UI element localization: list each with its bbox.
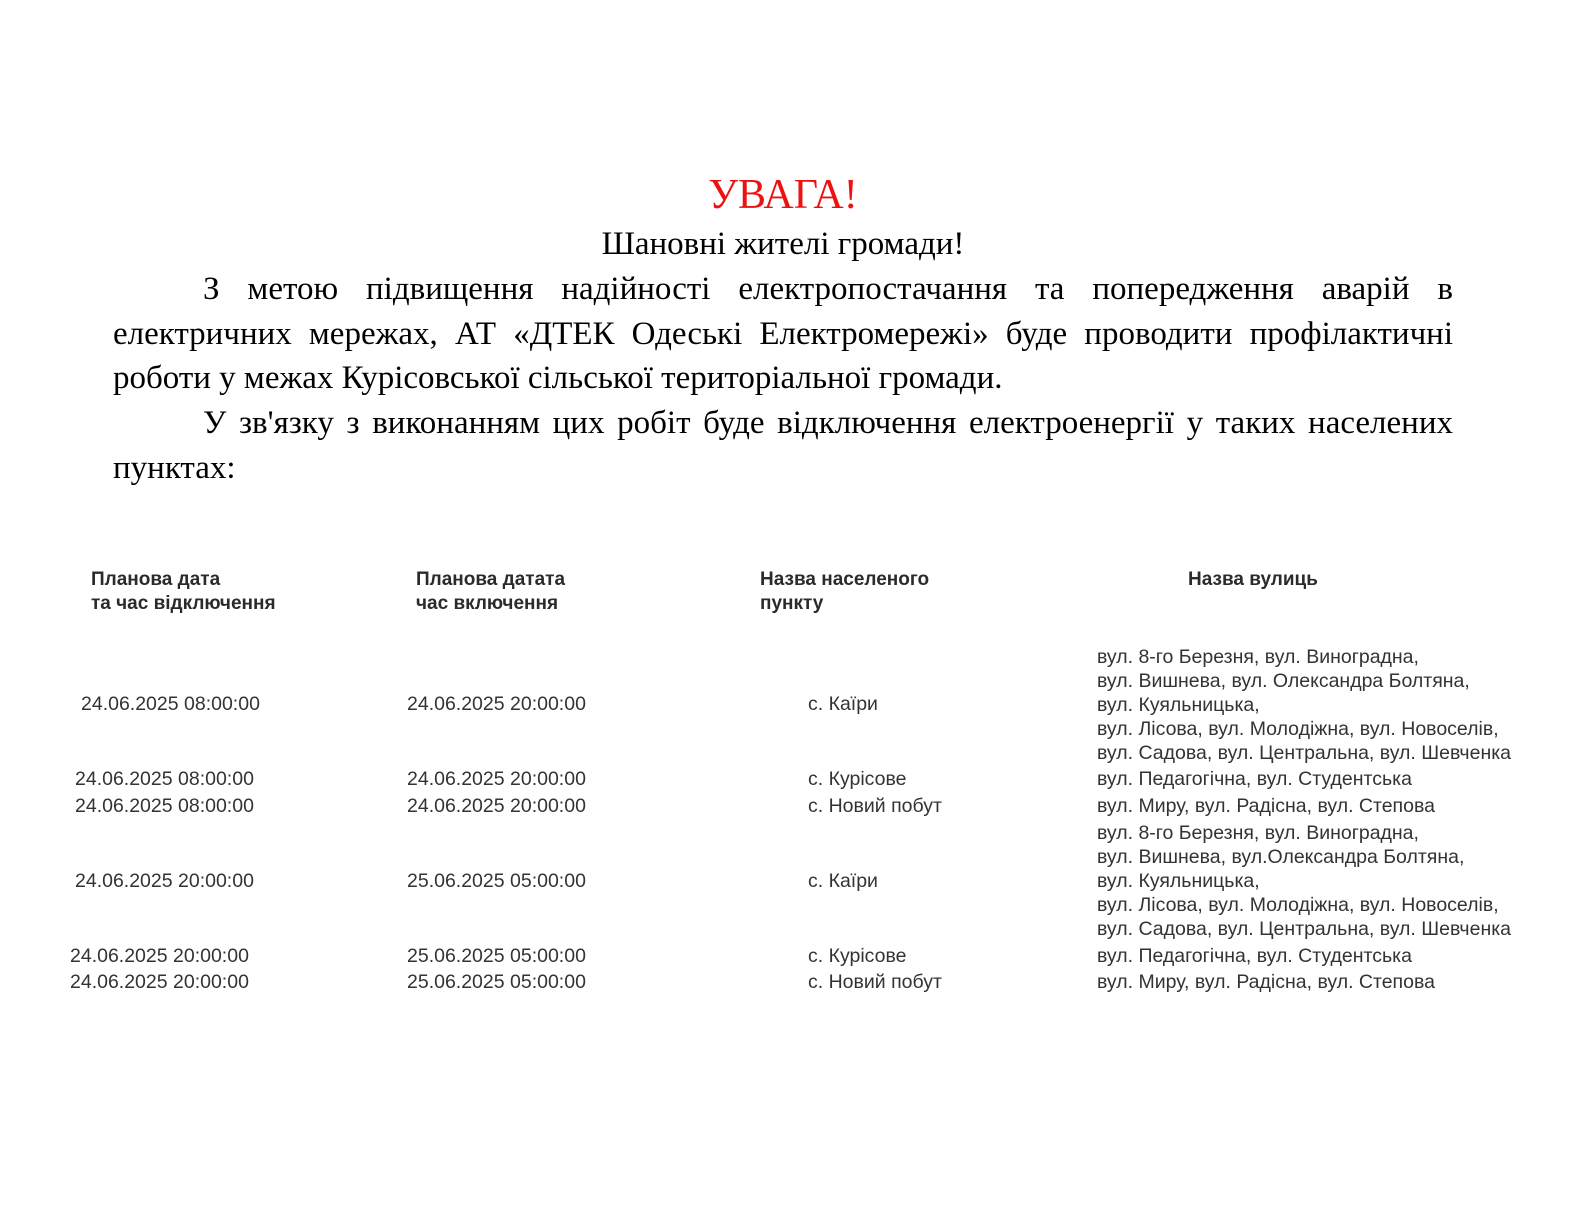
- greeting: Шановні жителі громади!: [601, 226, 965, 262]
- header-on-time: Планова датата час включення: [416, 569, 566, 614]
- settlement-cell: с. Курісове: [808, 768, 907, 790]
- street-line: вул. Лісова, вул. Молодіжна, вул. Новоселів,: [1097, 718, 1499, 740]
- notice-title: УВАГА!: [708, 172, 858, 218]
- on-time-cell: 25.06.2025 05:00:00: [407, 945, 586, 967]
- streets-cell: [1097, 970, 1435, 994]
- on-time-cell: 24.06.2025 20:00:00: [407, 693, 586, 715]
- street-line: вул. Педагогічна, вул. Студентська: [1097, 768, 1412, 790]
- street-line: вул. 8-го Березня, вул. Виноградна,: [1097, 822, 1419, 844]
- streets-cell: [1097, 767, 1412, 791]
- streets-cell: [1097, 944, 1412, 968]
- streets-cell: [1097, 821, 1511, 941]
- on-time-cell: 25.06.2025 05:00:00: [407, 971, 586, 993]
- off-time-cell: 24.06.2025 20:00:00: [70, 945, 249, 967]
- street-line: вул. Вишнева, вул.Олександра Болтяна,: [1097, 846, 1465, 868]
- street-line: вул. Вишнева, вул. Олександра Болтяна,: [1097, 670, 1470, 692]
- intro-paragraph: З метою підвищення надійності електропостачання та попередження аварій в електричних мережах, АТ «ДТЕК Одеські Електромережі» буде проводити профілактичні роботи у межах Курісовської сільської територіальної громади.: [113, 271, 1453, 396]
- off-time-cell: 24.06.2025 20:00:00: [70, 971, 249, 993]
- on-time-cell: 25.06.2025 05:00:00: [407, 870, 586, 892]
- outage-paragraph: У зв'язку з виконанням цих робіт буде відключення електроенергії у таких населених пунктах:: [113, 405, 1453, 486]
- settlement-cell: с. Каїри: [808, 870, 878, 892]
- streets-cell: [1097, 645, 1511, 765]
- settlement-cell: с. Курісове: [808, 945, 907, 967]
- off-time-cell: 24.06.2025 20:00:00: [75, 870, 254, 892]
- on-time-cell: 24.06.2025 20:00:00: [407, 795, 586, 817]
- street-line: вул. Педагогічна, вул. Студентська: [1097, 945, 1412, 967]
- street-line: вул. Куяльницька,: [1097, 870, 1260, 892]
- header-settlement: Назва населеного пункту: [760, 569, 930, 614]
- street-line: вул. 8-го Березня, вул. Виноградна,: [1097, 646, 1419, 668]
- settlement-cell: с. Каїри: [808, 693, 878, 715]
- streets-cell: [1097, 794, 1435, 818]
- street-line: вул. Садова, вул. Центральна, вул. Шевченка: [1097, 742, 1512, 764]
- off-time-cell: 24.06.2025 08:00:00: [81, 693, 260, 715]
- street-line: вул. Садова, вул. Центральна, вул. Шевченка: [1097, 918, 1512, 940]
- header-off-time: Планова дата та час відключення: [91, 569, 276, 614]
- settlement-cell: с. Новий побут: [808, 971, 942, 993]
- header-streets: Назва вулиць: [1188, 569, 1318, 590]
- street-line: вул. Миру, вул. Радісна, вул. Степова: [1097, 971, 1435, 993]
- off-time-cell: 24.06.2025 08:00:00: [75, 768, 254, 790]
- street-line: вул. Куяльницька,: [1097, 694, 1260, 716]
- street-line: вул. Миру, вул. Радісна, вул. Степова: [1097, 795, 1435, 817]
- on-time-cell: 24.06.2025 20:00:00: [407, 768, 586, 790]
- street-line: вул. Лісова, вул. Молодіжна, вул. Новоселів,: [1097, 894, 1499, 916]
- settlement-cell: с. Новий побут: [808, 795, 942, 817]
- off-time-cell: 24.06.2025 08:00:00: [75, 795, 254, 817]
